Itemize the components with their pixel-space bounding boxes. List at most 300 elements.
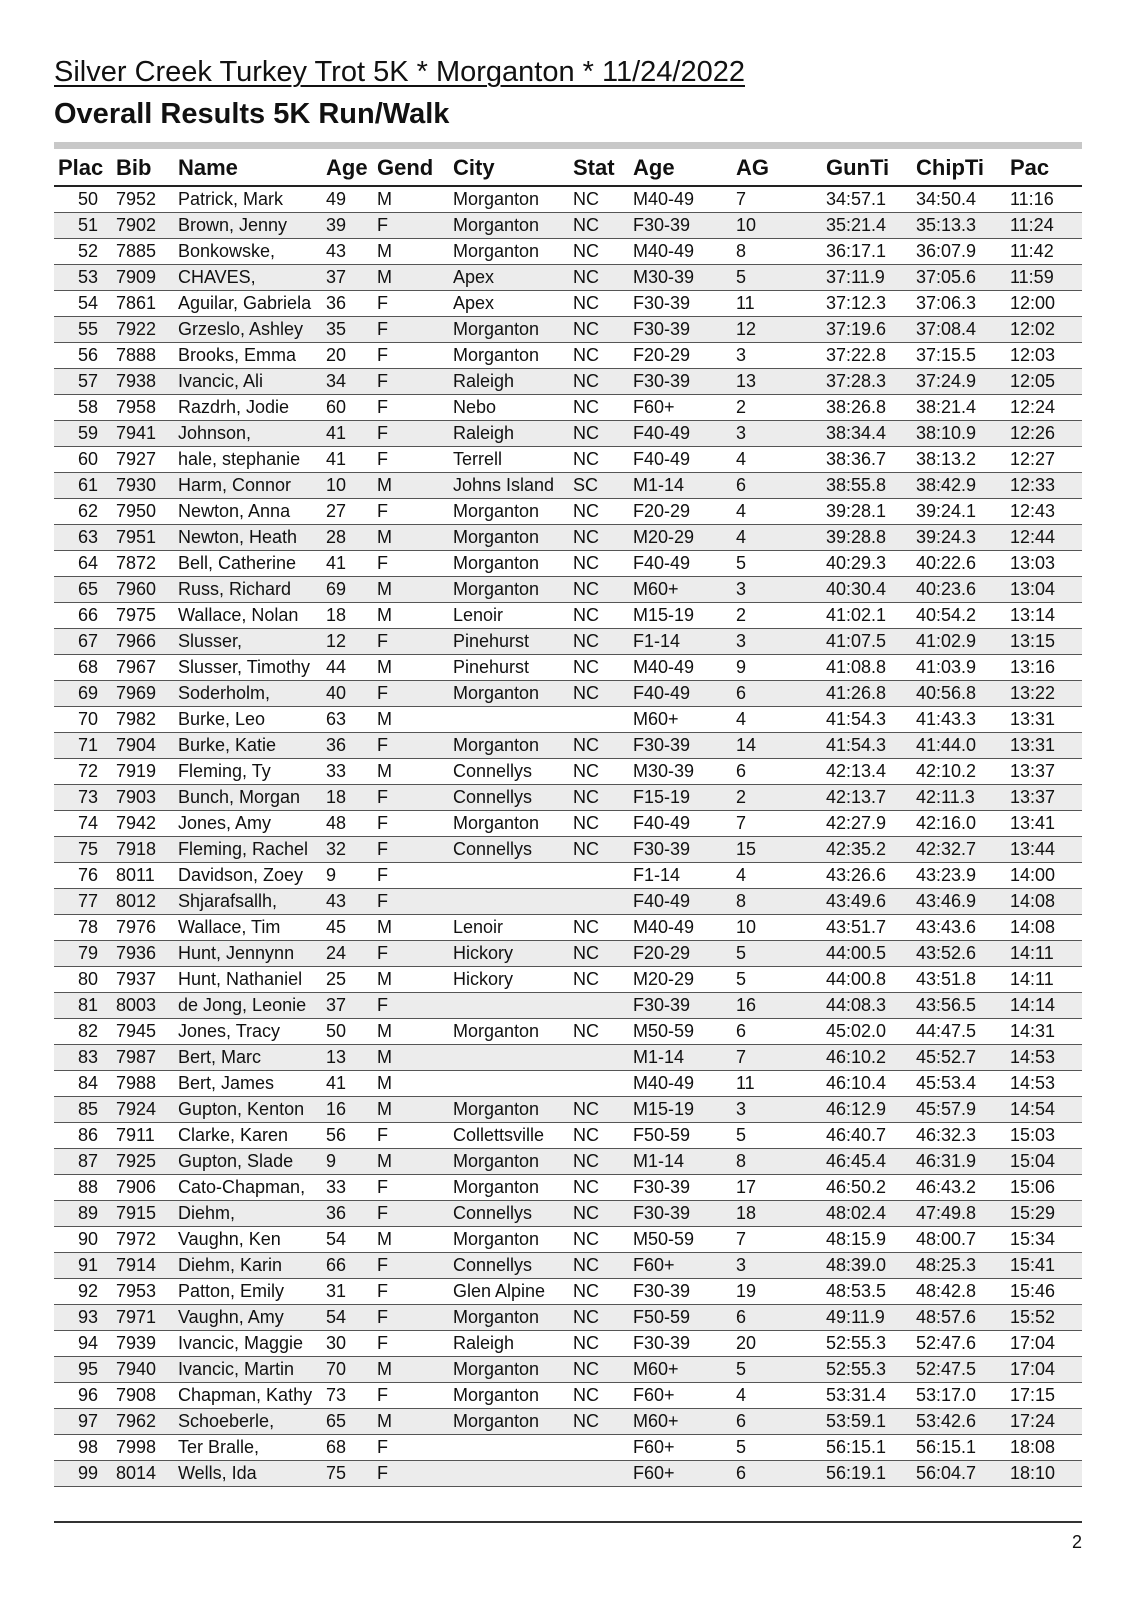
cell-state: NC [569,265,629,291]
cell-pace: 12:02 [1006,317,1082,343]
cell-gender: F [373,1253,449,1279]
cell-ag-place: 6 [732,473,822,499]
cell-place: 80 [54,967,112,993]
cell-bib: 8011 [112,863,174,889]
cell-chip-time: 41:44.0 [912,733,1006,759]
cell-city: Glen Alpine [449,1279,569,1305]
cell-state: NC [569,1409,629,1435]
cell-city [449,1045,569,1071]
cell-bib: 7888 [112,343,174,369]
cell-pace: 11:59 [1006,265,1082,291]
cell-ag-place: 4 [732,499,822,525]
cell-gun-time: 49:11.9 [822,1305,912,1331]
cell-bib: 7918 [112,837,174,863]
table-row [54,1357,1082,1383]
cell-age: 54 [322,1305,373,1331]
cell-state [569,1071,629,1097]
cell-place: 84 [54,1071,112,1097]
cell-city: Morganton [449,733,569,759]
cell-bib: 7966 [112,629,174,655]
cell-gender: F [373,317,449,343]
cell-city: Hickory [449,967,569,993]
cell-place: 86 [54,1123,112,1149]
cell-chip-time: 48:57.6 [912,1305,1006,1331]
cell-bib: 7927 [112,447,174,473]
header-row [54,151,1082,186]
cell-city: Morganton [449,186,569,213]
table-row [54,1227,1082,1253]
cell-name: Gupton, Slade [174,1149,322,1175]
cell-bib: 7914 [112,1253,174,1279]
cell-gender: M [373,1045,449,1071]
cell-city [449,707,569,733]
table-row [54,785,1082,811]
table-row [54,1019,1082,1045]
cell-ag-place: 5 [732,1435,822,1461]
table-row [54,1279,1082,1305]
cell-place: 92 [54,1279,112,1305]
cell-gun-time: 37:22.8 [822,343,912,369]
cell-state: NC [569,186,629,213]
cell-city [449,1435,569,1461]
cell-gun-time: 56:15.1 [822,1435,912,1461]
cell-chip-time: 48:25.3 [912,1253,1006,1279]
cell-ag-place: 18 [732,1201,822,1227]
cell-place: 61 [54,473,112,499]
cell-gun-time: 46:12.9 [822,1097,912,1123]
cell-pace: 13:16 [1006,655,1082,681]
cell-age: 12 [322,629,373,655]
cell-name: Davidson, Zoey [174,863,322,889]
cell-bib: 7908 [112,1383,174,1409]
cell-name: Burke, Katie [174,733,322,759]
table-row [54,707,1082,733]
cell-age-group: F30-39 [629,369,732,395]
cell-gender: F [373,785,449,811]
cell-age-group: F30-39 [629,291,732,317]
cell-bib: 7938 [112,369,174,395]
page-subtitle: Overall Results 5K Run/Walk [54,98,450,130]
cell-bib: 7915 [112,1201,174,1227]
cell-age: 49 [322,186,373,213]
cell-state [569,707,629,733]
cell-gun-time: 52:55.3 [822,1331,912,1357]
cell-ag-place: 5 [732,967,822,993]
cell-city: Morganton [449,681,569,707]
table-row [54,1097,1082,1123]
cell-place: 85 [54,1097,112,1123]
cell-name: Bell, Catherine [174,551,322,577]
cell-place: 71 [54,733,112,759]
col-header-city: City [449,151,569,186]
cell-city: Morganton [449,551,569,577]
cell-name: Jones, Amy [174,811,322,837]
cell-chip-time: 37:06.3 [912,291,1006,317]
cell-place: 82 [54,1019,112,1045]
cell-age-group: F40-49 [629,551,732,577]
table-row [54,1461,1082,1487]
cell-city: Raleigh [449,1331,569,1357]
cell-pace: 12:05 [1006,369,1082,395]
cell-chip-time: 38:10.9 [912,421,1006,447]
table-row [54,811,1082,837]
cell-ag-place: 3 [732,343,822,369]
table-row [54,499,1082,525]
cell-city: Connellys [449,837,569,863]
cell-city: Morganton [449,1409,569,1435]
cell-age: 41 [322,421,373,447]
cell-age: 40 [322,681,373,707]
table-row [54,941,1082,967]
table-row [54,551,1082,577]
cell-gender: M [373,1097,449,1123]
cell-ag-place: 3 [732,1097,822,1123]
cell-gender: F [373,1383,449,1409]
cell-ag-place: 3 [732,421,822,447]
cell-pace: 15:52 [1006,1305,1082,1331]
cell-name: Jones, Tracy [174,1019,322,1045]
cell-gender: M [373,577,449,603]
cell-pace: 14:53 [1006,1071,1082,1097]
cell-place: 88 [54,1175,112,1201]
cell-name: Wells, Ida [174,1461,322,1487]
cell-pace: 12:27 [1006,447,1082,473]
cell-ag-place: 6 [732,1409,822,1435]
cell-name: Slusser, Timothy [174,655,322,681]
cell-gender: F [373,811,449,837]
cell-chip-time: 48:42.8 [912,1279,1006,1305]
cell-gender: F [373,395,449,421]
cell-pace: 12:03 [1006,343,1082,369]
cell-city: Morganton [449,811,569,837]
cell-chip-time: 52:47.6 [912,1331,1006,1357]
cell-place: 83 [54,1045,112,1071]
cell-age: 30 [322,1331,373,1357]
cell-city: Lenoir [449,603,569,629]
cell-gun-time: 37:19.6 [822,317,912,343]
table-row [54,1201,1082,1227]
cell-gun-time: 41:54.3 [822,733,912,759]
cell-chip-time: 52:47.5 [912,1357,1006,1383]
cell-chip-time: 44:47.5 [912,1019,1006,1045]
cell-city [449,993,569,1019]
cell-age-group: M40-49 [629,186,732,213]
cell-gender: F [373,551,449,577]
col-header-age: Age [322,151,373,186]
cell-state: NC [569,1253,629,1279]
cell-age: 69 [322,577,373,603]
cell-name: Grzeslo, Ashley [174,317,322,343]
cell-name: Cato-Chapman, [174,1175,322,1201]
cell-place: 72 [54,759,112,785]
cell-state [569,863,629,889]
cell-age: 75 [322,1461,373,1487]
cell-name: Brooks, Emma [174,343,322,369]
cell-pace: 14:11 [1006,967,1082,993]
cell-gender: M [373,1019,449,1045]
cell-chip-time: 37:08.4 [912,317,1006,343]
cell-place: 60 [54,447,112,473]
cell-gun-time: 42:35.2 [822,837,912,863]
cell-name: Soderholm, [174,681,322,707]
cell-state: NC [569,291,629,317]
cell-bib: 7971 [112,1305,174,1331]
cell-gender: F [373,1201,449,1227]
cell-gender: F [373,681,449,707]
cell-gun-time: 42:13.4 [822,759,912,785]
cell-city: Morganton [449,577,569,603]
cell-chip-time: 41:03.9 [912,655,1006,681]
cell-city: Johns Island [449,473,569,499]
cell-age-group: F40-49 [629,889,732,915]
cell-name: Razdrh, Jodie [174,395,322,421]
cell-name: Diehm, Karin [174,1253,322,1279]
cell-gender: F [373,1305,449,1331]
cell-bib: 7861 [112,291,174,317]
cell-place: 66 [54,603,112,629]
cell-age: 43 [322,239,373,265]
cell-place: 91 [54,1253,112,1279]
cell-age: 25 [322,967,373,993]
cell-state: NC [569,1383,629,1409]
cell-pace: 17:15 [1006,1383,1082,1409]
cell-gun-time: 43:49.6 [822,889,912,915]
cell-state: NC [569,629,629,655]
cell-state: NC [569,1019,629,1045]
cell-age: 33 [322,1175,373,1201]
cell-gun-time: 39:28.1 [822,499,912,525]
cell-city: Nebo [449,395,569,421]
cell-ag-place: 5 [732,551,822,577]
cell-age: 41 [322,1071,373,1097]
cell-chip-time: 40:23.6 [912,577,1006,603]
cell-gun-time: 44:08.3 [822,993,912,1019]
table-row [54,317,1082,343]
cell-gun-time: 44:00.8 [822,967,912,993]
cell-city: Morganton [449,1149,569,1175]
cell-ag-place: 2 [732,603,822,629]
cell-name: Wallace, Nolan [174,603,322,629]
cell-name: Fleming, Ty [174,759,322,785]
cell-bib: 7987 [112,1045,174,1071]
cell-name: Fleming, Rachel [174,837,322,863]
cell-name: Newton, Heath [174,525,322,551]
cell-state: NC [569,1201,629,1227]
cell-ag-place: 10 [732,915,822,941]
cell-gender: F [373,343,449,369]
cell-name: Ivancic, Martin [174,1357,322,1383]
cell-chip-time: 53:17.0 [912,1383,1006,1409]
cell-name: de Jong, Leonie [174,993,322,1019]
cell-name: Gupton, Kenton [174,1097,322,1123]
cell-bib: 7998 [112,1435,174,1461]
cell-state: NC [569,1175,629,1201]
cell-state [569,1045,629,1071]
table-row [54,447,1082,473]
cell-city: Collettsville [449,1123,569,1149]
cell-pace: 14:14 [1006,993,1082,1019]
cell-pace: 12:33 [1006,473,1082,499]
cell-state: NC [569,811,629,837]
cell-age: 24 [322,941,373,967]
cell-gender: F [373,447,449,473]
cell-age: 73 [322,1383,373,1409]
cell-age: 45 [322,915,373,941]
cell-city: Hickory [449,941,569,967]
cell-gun-time: 42:13.7 [822,785,912,811]
table-row [54,1253,1082,1279]
cell-age: 68 [322,1435,373,1461]
cell-state: NC [569,655,629,681]
table-row [54,473,1082,499]
cell-gender: F [373,837,449,863]
cell-chip-time: 40:22.6 [912,551,1006,577]
cell-city [449,863,569,889]
cell-name: Bert, Marc [174,1045,322,1071]
cell-gun-time: 38:26.8 [822,395,912,421]
cell-gun-time: 40:29.3 [822,551,912,577]
cell-bib: 7942 [112,811,174,837]
cell-place: 52 [54,239,112,265]
cell-bib: 7885 [112,239,174,265]
cell-name: Shjarafsallh, [174,889,322,915]
cell-chip-time: 40:54.2 [912,603,1006,629]
cell-ag-place: 4 [732,525,822,551]
table-row [54,577,1082,603]
table-row [54,1175,1082,1201]
cell-chip-time: 43:52.6 [912,941,1006,967]
cell-ag-place: 20 [732,1331,822,1357]
cell-ag-place: 13 [732,369,822,395]
cell-chip-time: 45:53.4 [912,1071,1006,1097]
cell-age: 56 [322,1123,373,1149]
cell-pace: 15:04 [1006,1149,1082,1175]
cell-ag-place: 11 [732,1071,822,1097]
cell-pace: 17:04 [1006,1331,1082,1357]
cell-age: 54 [322,1227,373,1253]
cell-gun-time: 37:28.3 [822,369,912,395]
cell-age-group: M20-29 [629,525,732,551]
cell-city [449,889,569,915]
table-row [54,213,1082,239]
cell-gender: M [373,915,449,941]
table-row [54,915,1082,941]
page-number: 2 [1071,1532,1082,1552]
cell-gun-time: 38:34.4 [822,421,912,447]
cell-gender: F [373,889,449,915]
cell-place: 89 [54,1201,112,1227]
cell-bib: 7906 [112,1175,174,1201]
cell-state: NC [569,1305,629,1331]
cell-chip-time: 47:49.8 [912,1201,1006,1227]
cell-ag-place: 6 [732,1019,822,1045]
cell-pace: 13:22 [1006,681,1082,707]
cell-name: Newton, Anna [174,499,322,525]
cell-pace: 14:08 [1006,889,1082,915]
cell-place: 95 [54,1357,112,1383]
cell-age-group: F30-39 [629,1201,732,1227]
cell-gun-time: 53:31.4 [822,1383,912,1409]
cell-state: NC [569,1097,629,1123]
cell-state: NC [569,915,629,941]
cell-pace: 17:24 [1006,1409,1082,1435]
cell-age-group: M50-59 [629,1227,732,1253]
cell-chip-time: 37:15.5 [912,343,1006,369]
cell-gender: F [373,369,449,395]
cell-state: NC [569,1357,629,1383]
cell-ag-place: 7 [732,1227,822,1253]
cell-pace: 14:31 [1006,1019,1082,1045]
table-row [54,759,1082,785]
cell-gender: M [373,967,449,993]
cell-gun-time: 43:26.6 [822,863,912,889]
cell-bib: 8014 [112,1461,174,1487]
cell-place: 77 [54,889,112,915]
cell-bib: 7925 [112,1149,174,1175]
cell-pace: 15:06 [1006,1175,1082,1201]
cell-age: 36 [322,1201,373,1227]
cell-bib: 7902 [112,213,174,239]
cell-name: Ivancic, Ali [174,369,322,395]
cell-age: 18 [322,603,373,629]
cell-gender: M [373,1149,449,1175]
cell-age-group: M60+ [629,1409,732,1435]
cell-state: NC [569,369,629,395]
cell-state: NC [569,239,629,265]
cell-chip-time: 37:24.9 [912,369,1006,395]
cell-age-group: M1-14 [629,1045,732,1071]
cell-bib: 7904 [112,733,174,759]
cell-chip-time: 41:02.9 [912,629,1006,655]
cell-name: Patrick, Mark [174,186,322,213]
cell-city [449,1461,569,1487]
cell-city: Terrell [449,447,569,473]
cell-chip-time: 39:24.3 [912,525,1006,551]
cell-city: Morganton [449,1227,569,1253]
cell-ag-place: 6 [732,1461,822,1487]
cell-age: 35 [322,317,373,343]
col-header-gun-time: GunTi [822,151,912,186]
cell-city: Morganton [449,213,569,239]
cell-state: NC [569,785,629,811]
table-row [54,1123,1082,1149]
cell-age: 20 [322,343,373,369]
cell-place: 99 [54,1461,112,1487]
table-row [54,1435,1082,1461]
cell-chip-time: 53:42.6 [912,1409,1006,1435]
cell-gender: F [373,629,449,655]
cell-place: 93 [54,1305,112,1331]
cell-gender: F [373,421,449,447]
cell-place: 98 [54,1435,112,1461]
cell-age: 48 [322,811,373,837]
cell-gun-time: 46:50.2 [822,1175,912,1201]
cell-chip-time: 34:50.4 [912,186,1006,213]
cell-age-group: F50-59 [629,1123,732,1149]
cell-gender: M [373,525,449,551]
cell-chip-time: 38:42.9 [912,473,1006,499]
cell-state: NC [569,551,629,577]
cell-pace: 12:24 [1006,395,1082,421]
cell-age: 65 [322,1409,373,1435]
cell-gun-time: 46:10.4 [822,1071,912,1097]
cell-ag-place: 17 [732,1175,822,1201]
cell-pace: 13:14 [1006,603,1082,629]
cell-ag-place: 9 [732,655,822,681]
cell-ag-place: 2 [732,395,822,421]
cell-place: 76 [54,863,112,889]
cell-name: Johnson, [174,421,322,447]
